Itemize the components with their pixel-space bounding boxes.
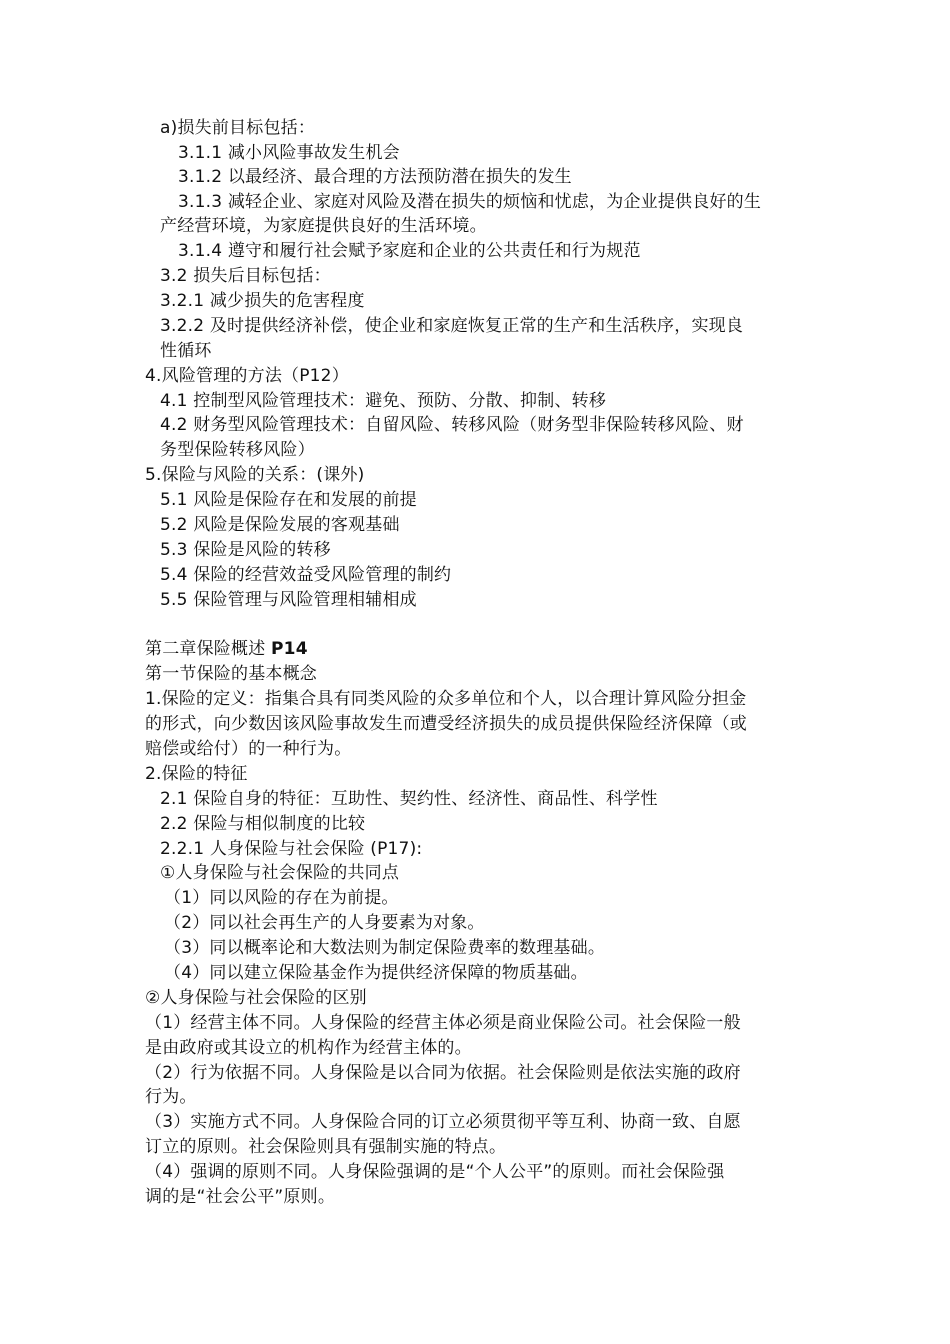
pre-loss-item-3-cont: 产经营环境，为家庭提供良好的生活环境。 — [160, 216, 487, 236]
definition-line-1: 1.保险的定义：指集合具有同类风险的众多单位和个人，以合理计算风险分担金 — [145, 689, 747, 709]
common-item-2: （2）同以社会再生产的人身要素为对象。 — [164, 913, 485, 933]
pre-loss-heading: a)损失前目标包括： — [160, 118, 316, 138]
post-loss-heading: 3.2 损失后目标包括： — [160, 266, 331, 286]
common-item-4: （4）同以建立保险基金作为提供经济保障的物质基础。 — [164, 963, 588, 983]
relation-item-4: 5.4 保险的经营效益受风险管理的制约 — [160, 565, 452, 585]
relation-item-3: 5.3 保险是风险的转移 — [160, 540, 331, 560]
common-item-3: （3）同以概率论和大数法则为制定保险费率的数理基础。 — [164, 938, 606, 958]
features-item-1: 2.1 保险自身的特征：互助性、契约性、经济性、商品性、科学性 — [160, 789, 658, 809]
chapter-title-page: P14 — [271, 639, 308, 659]
post-loss-item-2-cont: 性循环 — [160, 341, 212, 361]
diff-line-2: 是由政府或其设立的机构作为经营主体的。 — [145, 1038, 472, 1058]
chapter-title-text: 第二章保险概述 — [145, 639, 272, 659]
diff-line-8: 调的是“社会公平”原则。 — [145, 1187, 336, 1207]
pre-loss-item-1: 3.1.1 减小风险事故发生机会 — [178, 143, 400, 163]
section-title: 第一节保险的基本概念 — [145, 664, 317, 684]
features-heading: 2.保险的特征 — [145, 764, 248, 784]
definition-line-3: 赔偿或给付）的一种行为。 — [145, 739, 352, 759]
diff-line-4: 行为。 — [145, 1087, 197, 1107]
diff-line-3: （2）行为依据不同。人身保险是以合同为依据。社会保险则是依法实施的政府 — [145, 1063, 741, 1083]
diff-line-7: （4）强调的原则不同。人身保险强调的是“个人公平”的原则。而社会保险强 — [145, 1162, 725, 1182]
chapter-title — [145, 638, 308, 660]
diff-heading: ②人身保险与社会保险的区别 — [145, 988, 367, 1008]
diff-line-6: 订立的原则。社会保险则具有强制实施的特点。 — [145, 1137, 507, 1157]
pre-loss-item-3: 3.1.3 减轻企业、家庭对风险及潜在损失的烦恼和忧虑，为企业提供良好的生 — [178, 192, 762, 212]
features-item-2: 2.2 保险与相似制度的比较 — [160, 814, 366, 834]
methods-item-2: 4.2 财务型风险管理技术：自留风险、转移风险（财务型非保险转移风险、财 — [160, 415, 744, 435]
methods-heading: 4.风险管理的方法（P12） — [145, 366, 349, 386]
diff-line-1: （1）经营主体不同。人身保险的经营主体必须是商业保险公司。社会保险一般 — [145, 1013, 741, 1033]
common-heading: ①人身保险与社会保险的共同点 — [160, 863, 400, 883]
definition-line-2: 的形式，向少数因该风险事故发生而遭受经济损失的成员提供保险经济保障（或 — [145, 714, 747, 734]
post-loss-item-1: 3.2.1 减少损失的危害程度 — [160, 291, 365, 311]
common-item-1: （1）同以风险的存在为前提。 — [164, 888, 399, 908]
relation-heading: 5.保险与风险的关系：(课外) — [145, 465, 365, 485]
relation-item-5: 5.5 保险管理与风险管理相辅相成 — [160, 590, 417, 610]
methods-item-2-cont: 务型保险转移风险） — [160, 440, 315, 460]
pre-loss-item-2: 3.1.2 以最经济、最合理的方法预防潜在损失的发生 — [178, 167, 572, 187]
relation-item-1: 5.1 风险是保险存在和发展的前提 — [160, 490, 417, 510]
methods-item-1: 4.1 控制型风险管理技术：避免、预防、分散、抑制、转移 — [160, 391, 607, 411]
features-item-3: 2.2.1 人身保险与社会保险 (P17): — [160, 839, 423, 859]
relation-item-2: 5.2 风险是保险发展的客观基础 — [160, 515, 400, 535]
pre-loss-item-4: 3.1.4 遵守和履行社会赋予家庭和企业的公共责任和行为规范 — [178, 241, 641, 261]
diff-line-5: （3）实施方式不同。人身保险合同的订立必须贯彻平等互利、协商一致、自愿 — [145, 1112, 741, 1132]
post-loss-item-2: 3.2.2 及时提供经济补偿，使企业和家庭恢复正常的生产和生活秩序，实现良 — [160, 316, 744, 336]
